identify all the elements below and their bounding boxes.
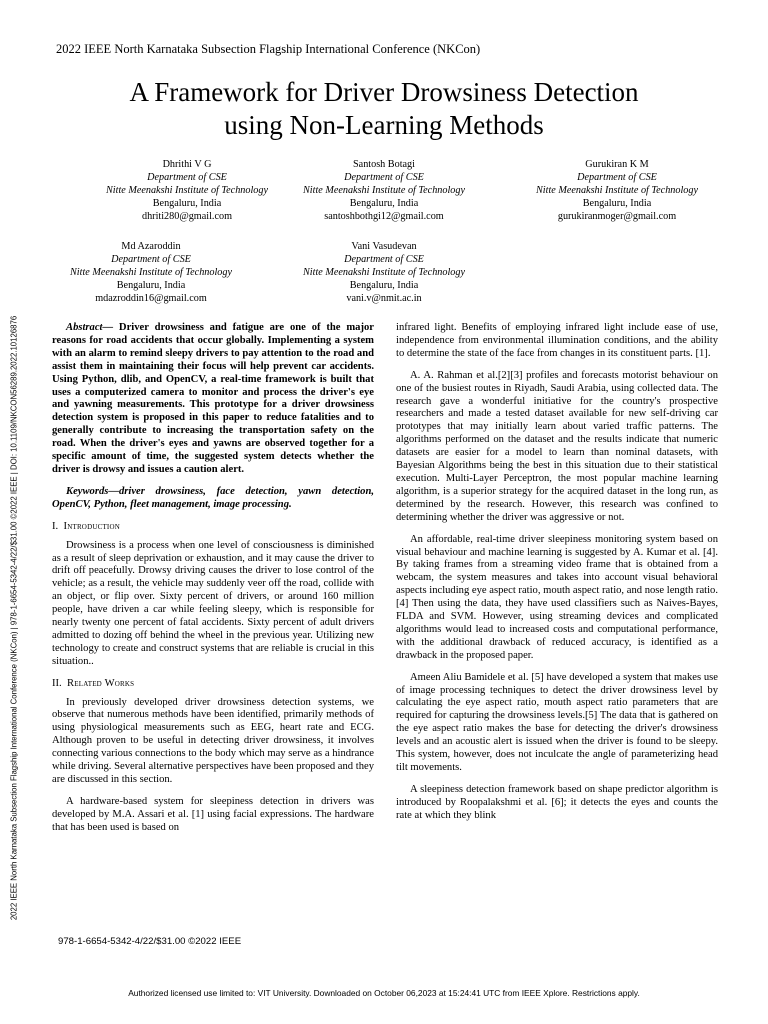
author-name: Santosh Botagi — [353, 159, 415, 170]
abstract-label: Abstract— — [66, 322, 114, 333]
section-title: Related Works — [67, 677, 135, 689]
right-paragraph-3: An affordable, real-time driver sleepiness monitoring system based on visual behaviour and machine learning is suggested by A. Kumar et al. [4]. By taking frames from a streaming video frame that is obtained from a webcam, the system measures and takes into account visual behavioral aspects including eye aspect ratio, mouth aspect ratio, and nose length ratio. [4] Then using the data, they have used classifiers such as Naives-Bayes, FLDA and SVM. However, using streaming devices and complicated algorithms would lead to increased costs and computational performance, with the additional drawback of reduced accuracy, is identified as a drawback in the proposed paper. — [396, 533, 718, 661]
author-city: Bengaluru, India — [349, 280, 419, 291]
author-dept: Department of CSE — [147, 172, 227, 183]
abstract — [52, 322, 374, 477]
right-column — [396, 322, 718, 832]
author-dept: Department of CSE — [111, 254, 191, 265]
keywords: Keywords—driver drowsiness, face detection, yawn detection, OpenCV, Python, fleet management, image processing. — [52, 485, 374, 510]
license-notice: Authorized licensed use limited to: VIT University. Downloaded on October 06,2023 at 15:24:41 UTC from IEEE Xplore. Restrictions apply. — [128, 988, 640, 998]
section-heading-introduction — [52, 521, 374, 534]
copyright-footer: 978-1-6654-5342-4/22/$31.00 ©2022 IEEE — [58, 936, 242, 947]
author-name: Dhrithi V G — [162, 159, 212, 170]
author-block-5 — [264, 240, 504, 305]
paper-title-line-1: A Framework for Driver Drowsiness Detection — [129, 77, 639, 107]
section-heading-related-works — [52, 678, 374, 691]
author-institution: Nitte Meenakshi Institute of Technology — [302, 185, 466, 196]
author-dept: Department of CSE — [344, 172, 424, 183]
right-paragraph-1: infrared light. Benefits of employing infrared light include ease of use, independence from environmental illumination conditions, and the ability to determine the state of the face from changes in its constituent parts. [1]. — [396, 322, 718, 359]
conference-header: 2022 IEEE North Karnataka Subsection Flagship International Conference (NKCon) — [56, 42, 481, 56]
right-paragraph-4: Ameen Aliu Bamidele et al. [5] have developed a system that makes use of image processing techniques to detect the driver drowsiness level by calculating the eye aspect ratio, mouth aspect ratio parameters that are required for capturing the drowsiness levels.[5] The data that is gathered on the eye aspect ratio makes the base for detecting the driver's drowsiness levels and an acoustic alert is issued when the driver is found to be sleepy. This system, however, does not inculcate the angle of parameterizing head tilt movements. — [396, 671, 718, 773]
author-name: Gurukiran K M — [585, 159, 649, 170]
author-name: Vani Vasudevan — [351, 241, 417, 252]
author-institution: Nitte Meenakshi Institute of Technology — [535, 185, 699, 196]
author-city: Bengaluru, India — [349, 198, 419, 209]
abstract-text: Driver drowsiness and fatigue are one of the major reasons for road accidents that occur globally. Implementing a system with an alarm to remind sleepy drivers to pay attention to the road and assist them in maintaining their focus will help prevent car accidents. Using Python, dlib, and OpenCV, a real-time framework is built that uses a computerized camera to monitor and process the driver's eye and yawning measurements. This prototype for a driver drowsiness detection system is proposed in this paper to reduce fatalities and to generally contribute to increasing the transportation safety on the road. When the driver's eyes and yawns are observed together for a specific amount of time, the suggested system detects whether the driver is drowsy and issues a caution alert. — [52, 322, 374, 475]
author-institution: Nitte Meenakshi Institute of Technology — [105, 185, 269, 196]
related-paragraph-1: In previously developed driver drowsiness detection systems, we observe that numerous methods have been identified, primarily methods of using physiological measurements such as EEG, heart rate and ECG. Although proven to be useful in detecting driver drowsiness, it involves connecting various connections to the body which may serve as a hindrance while driving. Several alternative perspectives have been proposed and they are discussed in this section. — [52, 696, 374, 785]
author-city: Bengaluru, India — [116, 280, 186, 291]
right-paragraph-2: A. A. Rahman et al.[2][3] profiles and forecasts motorist behaviour on one of the busiest routes in Riyadh, Saudi Arabia, using collected data. The research gave a wonderful initiative for the country's prospective researchers and made a tested dataset available for new self-driving car prototypes that may initially learn about varied traffic patterns. The algorithms performed on the dataset and the results indicate that numeric datasets are easier for a model to learn than nominal datasets, with Bayesian Algorithms being the best in this situation due to their statistical execution. Multi-Layer Perceptron, the most popular machine learning algorithm, is a superior strategy for the acquired dataset in the long run, as determined by the research. However, this research was confined to determining whether the driver was aggressive or not. — [396, 369, 718, 523]
left-column — [52, 322, 374, 844]
author-city: Bengaluru, India — [582, 198, 652, 209]
intro-paragraph-1: Drowsiness is a process when one level of consciousness is diminished as a result of sleep deprivation or exhaustion, and it may cause the driver to drift off peacefully. Drowsy driving causes the driver to lose control of the vehicle; as a result, the vehicle may suddenly veer off the road, collide with an object, or flip over. Sixty percent of drivers, or around 160 million people, have driven a car while feeling sleepy, which is responsible for nearly twenty one percent of fatal accidents. Sixty percent of adult drivers admitted to dozing off behind the wheel in the previous year. Utilizing new technology to create and construct systems that are reliable is crucial in this situation.. — [52, 539, 374, 667]
section-number: I. — [52, 520, 59, 532]
author-block-4 — [31, 240, 271, 305]
author-institution: Nitte Meenakshi Institute of Technology — [69, 267, 233, 278]
author-city: Bengaluru, India — [152, 198, 222, 209]
related-paragraph-2: A hardware-based system for sleepiness detection in drivers was developed by M.A. Assari et al. [1] using facial expressions. The hardware that has been used is based on — [52, 795, 374, 833]
author-email: santoshbothgi12@gmail.com — [324, 211, 444, 222]
author-email: dhriti280@gmail.com — [141, 211, 233, 222]
author-name: Md Azaroddin — [121, 241, 181, 252]
author-dept: Department of CSE — [577, 172, 657, 183]
author-email: gurukiranmoger@gmail.com — [557, 211, 677, 222]
side-strip-text: 2022 IEEE North Karnataka Subsection Flagship International Conference (NKCon) | 978-1-6654-5342-4/22/$31.00 ©2022 IEEE | DOI: 10.1109/NKCON56289.2022.10126876 — [9, 315, 19, 921]
author-email: mdazroddin16@gmail.com — [95, 293, 207, 304]
author-block-2 — [264, 158, 504, 223]
author-dept: Department of CSE — [344, 254, 424, 265]
author-email: vani.v@nmit.ac.in — [346, 293, 422, 304]
right-paragraph-5: A sleepiness detection framework based on shape predictor algorithm is introduced by Roopalakshmi et al. [6]; it detects the eyes and counts the rate at which they blink — [396, 783, 718, 821]
section-title: Introduction — [63, 520, 120, 532]
section-number: II. — [52, 677, 62, 689]
side-strip — [4, 268, 24, 968]
paper-title-line-2: using Non-Learning Methods — [224, 110, 544, 140]
author-block-3 — [497, 158, 737, 223]
author-institution: Nitte Meenakshi Institute of Technology — [302, 267, 466, 278]
